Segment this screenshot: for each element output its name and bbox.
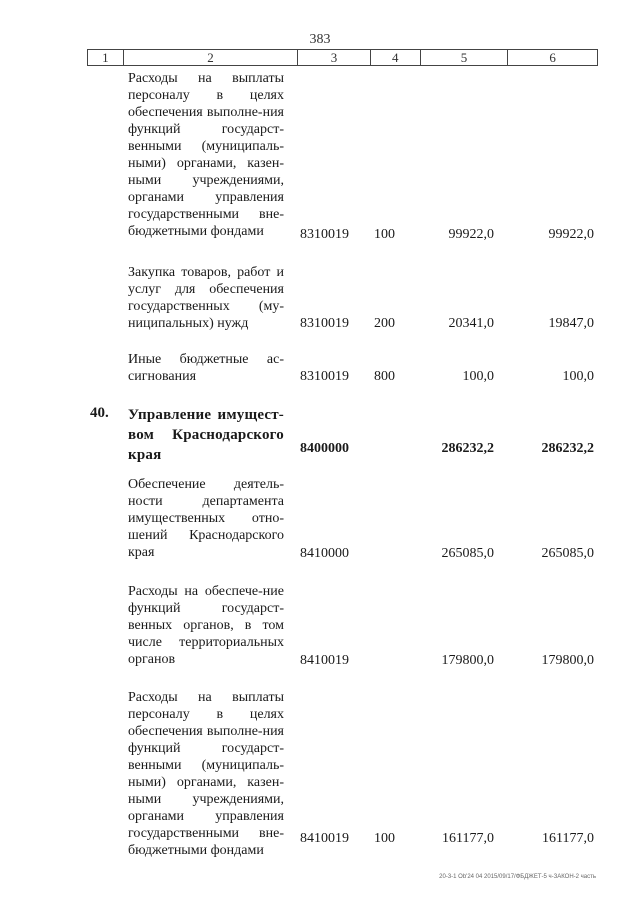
row-code: 8310019 bbox=[300, 369, 349, 384]
row-amount-col5: 99922,0 bbox=[448, 227, 494, 242]
row-code: 8410019 bbox=[300, 831, 349, 846]
header-col-1: 1 bbox=[88, 50, 124, 65]
header-col-3: 3 bbox=[298, 50, 371, 65]
footer-file-reference: 20-3-1 Ob'24 04 2015/09/17/ФБДЖЕТ-5 ч-ЗАКОН-2 часть bbox=[439, 874, 596, 880]
row-amount-col6: 265085,0 bbox=[541, 546, 594, 561]
row-amount-col5: 286232,2 bbox=[441, 441, 494, 456]
row-expense-type: 200 bbox=[374, 316, 395, 331]
row-amount-col6: 100,0 bbox=[562, 369, 594, 384]
row-code: 8310019 bbox=[300, 227, 349, 242]
row-amount-col6: 161177,0 bbox=[542, 831, 594, 846]
row-amount-col6: 99922,0 bbox=[548, 227, 594, 242]
row-description: Расходы на обеспече-ние функций государст-венных органов, в том числе территориальных органов bbox=[128, 584, 284, 667]
row-amount-col5: 100,0 bbox=[462, 369, 494, 384]
header-col-5: 5 bbox=[421, 50, 509, 65]
row-amount-col6: 179800,0 bbox=[541, 653, 594, 668]
row-description: Закупка товаров, работ и услуг для обеспечения государственных (му-ниципальных) нужд bbox=[128, 265, 284, 331]
row-amount-col5: 265085,0 bbox=[441, 546, 494, 561]
row-amount-col6: 286232,2 bbox=[541, 441, 594, 456]
row-number: 40. bbox=[90, 405, 109, 421]
table-header bbox=[87, 49, 598, 66]
page-number: 383 bbox=[309, 32, 331, 47]
row-description: Обеспечение деятель-ности департамента имущественных отно-шений Краснодарского края bbox=[128, 477, 284, 560]
header-col-2: 2 bbox=[124, 50, 298, 65]
row-amount-col5: 161177,0 bbox=[442, 831, 494, 846]
row-code: 8400000 bbox=[300, 441, 349, 456]
row-code: 8410000 bbox=[300, 546, 349, 561]
header-col-4: 4 bbox=[371, 50, 421, 65]
row-expense-type: 100 bbox=[374, 227, 395, 242]
row-code: 8310019 bbox=[300, 316, 349, 331]
row-description: Расходы на выплаты персоналу в целях обеспечения выполне-ния функций государст-венными (муниципаль-ными) органами, казен-ными учреждениями, органами управления государственными вне-бюджетными фондами bbox=[128, 690, 284, 858]
row-description: Расходы на выплаты персоналу в целях обеспечения выполне-ния функций государст-венными (муниципаль-ными) органами, казен-ными учреждениями, органами управления государственными вне-бюджетными фондами bbox=[128, 71, 284, 239]
row-description: Управление имущест-вом Краснодарского края bbox=[128, 407, 284, 463]
header-col-6: 6 bbox=[549, 50, 556, 65]
row-expense-type: 100 bbox=[374, 831, 395, 846]
row-amount-col5: 20341,0 bbox=[448, 316, 494, 331]
row-amount-col5: 179800,0 bbox=[441, 653, 494, 668]
row-expense-type: 800 bbox=[374, 369, 395, 384]
row-description: Иные бюджетные ас-сигнования bbox=[128, 352, 284, 384]
row-amount-col6: 19847,0 bbox=[548, 316, 594, 331]
row-code: 8410019 bbox=[300, 653, 349, 668]
